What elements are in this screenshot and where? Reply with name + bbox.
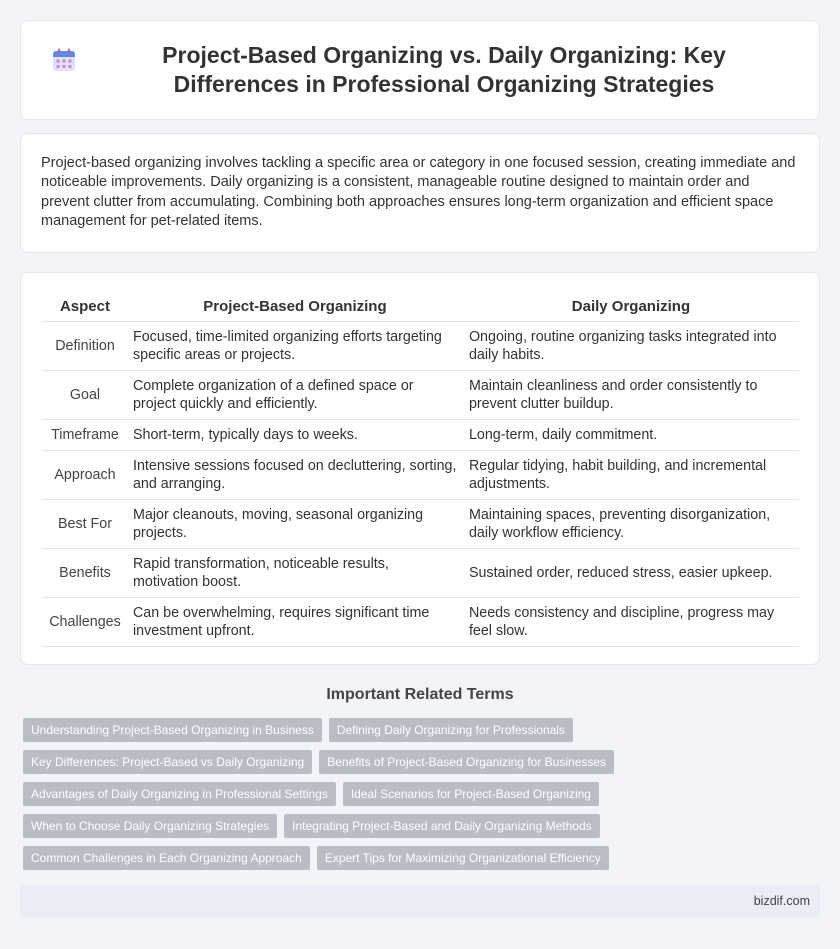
- related-term-tag[interactable]: Key Differences: Project-Based vs Daily Organizing: [23, 750, 312, 774]
- related-terms-title: Important Related Terms: [326, 686, 514, 703]
- tag-row: [23, 750, 823, 774]
- calendar-icon: [51, 47, 77, 73]
- header-project: Project-Based Organizing: [127, 293, 463, 321]
- table-header-row: [43, 293, 799, 321]
- row-project: Focused, time-limited organizing efforts targeting specific areas or projects.: [127, 321, 463, 370]
- row-daily: Regular tidying, habit building, and incremental adjustments.: [463, 450, 799, 499]
- footer-brand[interactable]: bizdif.com: [753, 894, 810, 908]
- row-daily: Maintaining spaces, preventing disorganization, daily workflow efficiency.: [463, 499, 799, 548]
- related-term-tag[interactable]: When to Choose Daily Organizing Strategies: [23, 814, 277, 838]
- related-term-tag[interactable]: Advantages of Daily Organizing in Professional Settings: [23, 782, 336, 806]
- row-daily: Needs consistency and discipline, progress may feel slow.: [463, 597, 799, 646]
- related-term-tag[interactable]: Understanding Project-Based Organizing in Business: [23, 718, 322, 742]
- table-row: [43, 499, 799, 548]
- header-daily: Daily Organizing: [463, 293, 799, 321]
- table-row: [43, 450, 799, 499]
- intro-text: Project-based organizing involves tackling a specific area or category in one focused session, creating immediate and noticeable improvements. Daily organizing is a consistent, manageable routine designed to maintain order and prevent clutter from accumulating. Combining both approaches ensures long-term organization and efficient space management for pet-related items.: [41, 155, 796, 230]
- row-aspect: Goal: [43, 370, 127, 419]
- row-aspect: Timeframe: [43, 419, 127, 450]
- header-aspect: Aspect: [43, 293, 127, 321]
- related-term-tag[interactable]: Integrating Project-Based and Daily Organizing Methods: [284, 814, 600, 838]
- row-project: Short-term, typically days to weeks.: [127, 419, 463, 450]
- table-row: [43, 321, 799, 370]
- row-aspect: Benefits: [43, 548, 127, 597]
- footer: [20, 885, 820, 918]
- table-row: [43, 597, 799, 646]
- row-daily: Ongoing, routine organizing tasks integrated into daily habits.: [463, 321, 799, 370]
- title-wrap: [51, 41, 789, 99]
- related-terms-tags: [23, 718, 823, 878]
- table-row: [43, 419, 799, 450]
- page-title: Project-Based Organizing vs. Daily Organizing: Key Differences in Professional Organizing Strategies: [162, 42, 726, 97]
- tag-row: [23, 782, 823, 806]
- row-project: Complete organization of a defined space or project quickly and efficiently.: [127, 370, 463, 419]
- related-term-tag[interactable]: Ideal Scenarios for Project-Based Organizing: [343, 782, 599, 806]
- row-project: Intensive sessions focused on decluttering, sorting, and arranging.: [127, 450, 463, 499]
- table-row: [43, 548, 799, 597]
- row-daily: Maintain cleanliness and order consistently to prevent clutter buildup.: [463, 370, 799, 419]
- intro-card: [20, 133, 820, 253]
- related-term-tag[interactable]: Common Challenges in Each Organizing Approach: [23, 846, 310, 870]
- row-daily: Long-term, daily commitment.: [463, 419, 799, 450]
- comparison-table: [43, 293, 799, 647]
- row-project: Can be overwhelming, requires significant time investment upfront.: [127, 597, 463, 646]
- title-card: [20, 20, 820, 120]
- row-daily: Sustained order, reduced stress, easier upkeep.: [463, 548, 799, 597]
- table-row: [43, 370, 799, 419]
- related-term-tag[interactable]: Defining Daily Organizing for Professionals: [329, 718, 573, 742]
- row-aspect: Approach: [43, 450, 127, 499]
- row-aspect: Definition: [43, 321, 127, 370]
- comparison-table-card: [20, 272, 820, 665]
- tag-row: [23, 846, 823, 870]
- row-aspect: Challenges: [43, 597, 127, 646]
- row-project: Rapid transformation, noticeable results, motivation boost.: [127, 548, 463, 597]
- related-term-tag[interactable]: Expert Tips for Maximizing Organizational Efficiency: [317, 846, 609, 870]
- tag-row: [23, 718, 823, 742]
- row-project: Major cleanouts, moving, seasonal organizing projects.: [127, 499, 463, 548]
- tag-row: [23, 814, 823, 838]
- related-term-tag[interactable]: Benefits of Project-Based Organizing for Businesses: [319, 750, 614, 774]
- row-aspect: Best For: [43, 499, 127, 548]
